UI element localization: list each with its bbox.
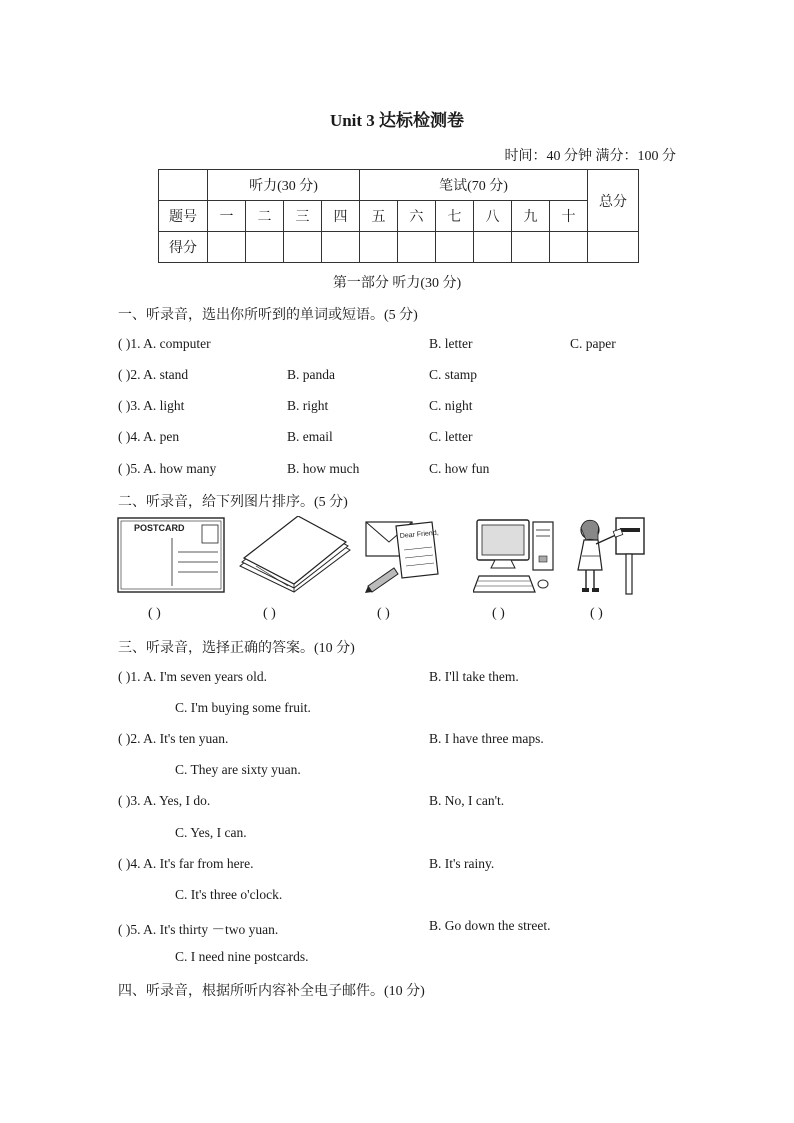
s1-q4-b: B. email [287, 429, 333, 444]
s1-q1-c: C. paper [570, 336, 616, 351]
section1-heading: 一、听录音，选出你所听到的单词或短语。(5 分) [118, 308, 418, 323]
question-number: 五 [360, 201, 398, 232]
question-number: 十 [550, 201, 588, 232]
score-table [158, 169, 639, 263]
score-cell[interactable] [588, 232, 639, 263]
s3-q5-c: C. I need nine postcards. [175, 949, 309, 964]
s3-q5: ( )5. A. It's thirty －two yuan. [118, 922, 279, 937]
s1-q3-b: B. right [287, 398, 329, 413]
s1-q2-b: B. panda [287, 367, 335, 382]
question-number: 一 [208, 201, 246, 232]
question-number: 七 [436, 201, 474, 232]
s1-q1: ( )1. A. computer [118, 336, 211, 351]
s3-q2-c: C. They are sixty yuan. [175, 762, 301, 777]
score-cell[interactable] [474, 232, 512, 263]
s3-q1-b: B. I'll take them. [429, 669, 519, 684]
picture-order-blank-5[interactable]: ( ) [590, 606, 603, 621]
girl-mailbox-picture [572, 516, 648, 596]
s1-q5-c: C. how fun [429, 461, 490, 476]
postcard-picture [116, 516, 226, 594]
s1-q2: ( )2. A. stand [118, 367, 189, 382]
s3-q4: ( )4. A. It's far from here. [118, 856, 254, 871]
letter-picture [364, 516, 444, 594]
s1-q4: ( )4. A. pen [118, 429, 180, 444]
s3-q3-c: C. Yes, I can. [175, 825, 247, 840]
score-cell[interactable] [398, 232, 436, 263]
exam-meta: 时间：40 分钟 满分：100 分 [504, 149, 676, 164]
score-cell[interactable] [550, 232, 588, 263]
question-number: 六 [398, 201, 436, 232]
listening-header: 听力(30 分) [208, 170, 360, 201]
picture-order-blank-3[interactable]: ( ) [377, 606, 390, 621]
score-cell[interactable] [284, 232, 322, 263]
question-number: 四 [322, 201, 360, 232]
s1-q4-c: C. letter [429, 429, 473, 444]
postcard-word: POSTCARD [134, 523, 185, 533]
section3-heading: 三、听录音，选择正确的答案。(10 分) [118, 641, 355, 656]
s1-q5: ( )5. A. how many [118, 461, 217, 476]
s3-q2: ( )2. A. It's ten yuan. [118, 731, 229, 746]
question-number: 九 [512, 201, 550, 232]
s3-q4-c: C. It's three o'clock. [175, 887, 283, 902]
s3-q3-b: B. No, I can't. [429, 793, 505, 808]
part-one-heading: 第一部分 听力(30 分) [332, 276, 462, 291]
question-number: 八 [474, 201, 512, 232]
score-label: 得分 [159, 232, 208, 263]
picture-order-blank-4[interactable]: ( ) [492, 606, 505, 621]
s3-q1: ( )1. A. I'm seven years old. [118, 669, 268, 684]
section4-heading: 四、听录音，根据所听内容补全电子邮件。(10 分) [118, 984, 425, 999]
s1-q1-b: B. letter [429, 336, 473, 351]
paper-stack-picture [236, 516, 354, 594]
score-cell[interactable] [246, 232, 284, 263]
score-cell[interactable] [208, 232, 246, 263]
table-corner [159, 170, 208, 201]
section2-heading: 二、听录音，给下列图片排序。(5 分) [118, 495, 348, 510]
score-cell[interactable] [322, 232, 360, 263]
s1-q3: ( )3. A. light [118, 398, 185, 413]
s3-q1-c: C. I'm buying some fruit. [175, 700, 311, 715]
computer-picture [473, 516, 557, 596]
letter-greeting: Dear Friend, [399, 529, 439, 540]
question-number: 三 [284, 201, 322, 232]
s3-q3: ( )3. A. Yes, I do. [118, 793, 211, 808]
total-header: 总分 [588, 170, 639, 232]
question-number-label: 题号 [159, 201, 208, 232]
s3-q5-b: B. Go down the street. [429, 918, 551, 933]
s1-q2-c: C. stamp [429, 367, 478, 382]
page-title: Unit 3 达标检测卷 [329, 111, 465, 130]
s1-q5-b: B. how much [287, 461, 360, 476]
question-number: 二 [246, 201, 284, 232]
s1-q3-c: C. night [429, 398, 473, 413]
s3-q2-b: B. I have three maps. [429, 731, 544, 746]
score-cell[interactable] [360, 232, 398, 263]
picture-order-blank-1[interactable]: ( ) [148, 606, 161, 621]
picture-order-blank-2[interactable]: ( ) [263, 606, 276, 621]
score-cell[interactable] [436, 232, 474, 263]
score-cell[interactable] [512, 232, 550, 263]
s3-q4-b: B. It's rainy. [429, 856, 495, 871]
writing-header: 笔试(70 分) [360, 170, 588, 201]
